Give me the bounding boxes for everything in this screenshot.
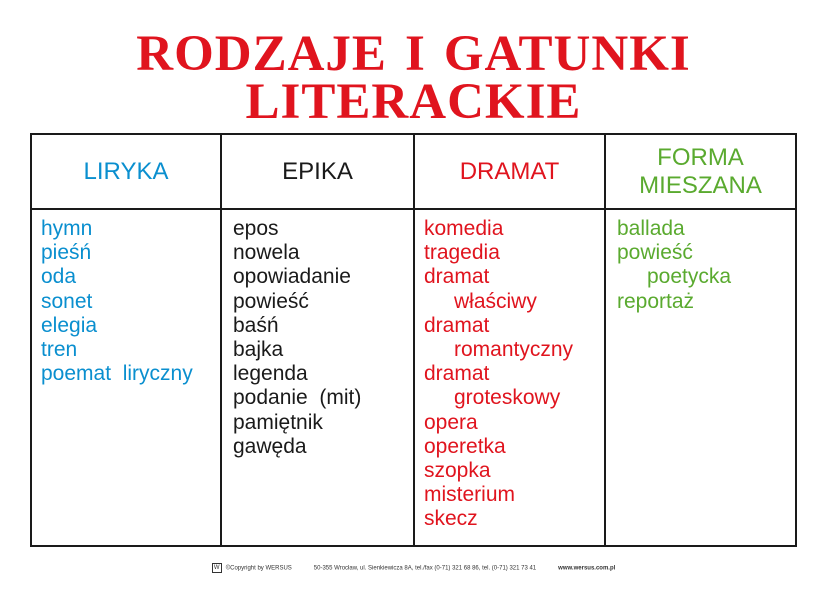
list-item: podanie (mit) — [233, 386, 362, 410]
publisher-logo-icon: W — [212, 563, 222, 573]
title-line-2: LITERACKIE — [245, 74, 582, 130]
list-item: romantyczny — [454, 338, 574, 362]
header-forma-line1: FORMA — [657, 143, 744, 171]
list-item: poetycka — [647, 265, 732, 289]
header-liryka: LIRYKA — [83, 157, 169, 185]
list-item: misterium — [424, 483, 516, 507]
list-item: groteskowy — [454, 386, 561, 410]
list-item: tragedia — [424, 241, 500, 265]
list-item: gawęda — [233, 434, 307, 458]
publisher-footer — [0, 563, 827, 573]
list-item: operetka — [424, 434, 506, 458]
header-epika: EPIKA — [282, 157, 353, 185]
header-dramat: DRAMAT — [459, 157, 560, 185]
list-item: bajka — [233, 338, 284, 362]
list-item: sonet — [41, 289, 93, 313]
list-item: dramat — [424, 313, 490, 337]
list-epika — [233, 217, 361, 459]
list-item: nowela — [233, 241, 300, 265]
list-item: pamiętnik — [233, 410, 323, 434]
list-item: pieśń — [41, 241, 92, 265]
footer-website: www.wersus.com.pl — [558, 565, 616, 572]
list-item: baśń — [233, 313, 279, 337]
title-line-1 — [0, 26, 827, 82]
poster-title — [0, 26, 827, 130]
list-item: opera — [424, 410, 478, 434]
list-item: właściwy — [454, 289, 537, 313]
list-item: hymn — [41, 217, 93, 240]
list-item: ballada — [617, 217, 685, 240]
list-item: epos — [233, 217, 279, 240]
list-item: skecz — [424, 507, 478, 531]
title-word-gatunki: GATUNKI — [443, 26, 691, 82]
title-word-i: I — [404, 26, 426, 82]
list-item: opowiadanie — [233, 265, 351, 289]
list-item: szopka — [424, 459, 491, 483]
list-item: powieść — [233, 289, 309, 313]
list-item: poemat liryczny — [41, 362, 193, 386]
list-item: powieść — [617, 241, 693, 265]
list-forma-mieszana — [617, 217, 731, 314]
footer-copyright: ©Copyright by WERSUS — [225, 565, 292, 572]
list-item: elegia — [41, 313, 98, 337]
title-word-rodzaje: RODZAJE — [136, 26, 387, 82]
footer-address: 50-355 Wrocław, ul. Sienkiewicza 8A, tel./fax (0-71) 321 68 86, tel. (0-71) 321 73 41 — [313, 565, 537, 572]
list-item: reportaż — [617, 289, 695, 313]
header-forma-mieszana — [606, 135, 795, 208]
list-item: dramat — [424, 265, 490, 289]
list-item: tren — [41, 338, 78, 362]
list-item: komedia — [424, 217, 504, 240]
list-liryka — [41, 217, 193, 386]
list-dramat — [424, 217, 573, 532]
genres-table — [30, 133, 797, 547]
list-item: legenda — [233, 362, 308, 386]
list-item: dramat — [424, 362, 490, 386]
list-item: oda — [41, 265, 77, 289]
header-forma-line2: MIESZANA — [639, 171, 762, 199]
